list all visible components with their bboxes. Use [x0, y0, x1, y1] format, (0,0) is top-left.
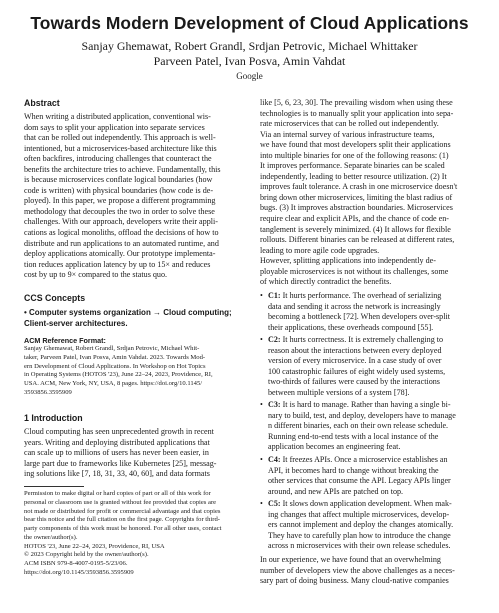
challenge-label: C2:	[268, 335, 281, 344]
text-line: number of developers view the above challenges as a neces-	[260, 565, 455, 575]
text-line: is because microservices conflate logical boundaries (how	[24, 175, 213, 185]
text-line: Client-server architectures.	[24, 318, 128, 328]
text-line: bring down other microservices, limiting the blast radius of	[260, 192, 453, 202]
text-line: party components of this work must be honored. For all other uses, contact	[24, 525, 222, 532]
text-line: ing changes that affect multiple microservices, develop-	[268, 509, 450, 519]
text-line: leading to more agile code upgrades.	[260, 245, 380, 255]
text-line: benefits the architecture tries to achieve. Fundamentally, this	[24, 164, 221, 174]
affiliation: Google	[236, 71, 263, 81]
text-line: In our experience, we have found that an overwhelming	[260, 555, 441, 564]
text-line: © 2023 Copyright held by the owner/author(s).	[24, 551, 149, 559]
text-line: we have found that most developers split their applications	[260, 140, 451, 150]
text-line: can scale up to millions of users has never been easier, in	[24, 448, 209, 458]
text-line: ACM ISBN 979-8-4007-0195-5/23/06.	[24, 560, 128, 567]
introduction-body	[24, 427, 244, 480]
text-line: in Operating Systems (HOTOS '23), June 22–24, 2023, Providence, RI,	[24, 371, 213, 379]
text-line: ers cannot implement and deploy the changes atomically.	[268, 520, 454, 530]
challenge-text	[268, 291, 481, 333]
challenge-text	[268, 499, 481, 552]
permission-notice	[24, 490, 244, 578]
text-line: between multiple versions of a system [78].	[268, 387, 410, 397]
acm-reference-body	[24, 345, 244, 398]
ccs-heading: CCS Concepts	[24, 293, 86, 303]
text-line: other services that consume the API. Legacy APIs linger	[268, 476, 451, 486]
text-line: ern Development of Cloud Applications. In Workshop on Hot Topics	[24, 362, 206, 370]
bullet-icon: •	[260, 499, 263, 508]
text-line: code is written) with physical boundaries (how code is de-	[24, 185, 214, 195]
text-line: years. Writing and deploying distributed applications that	[24, 437, 210, 447]
text-line: distribute and run applications to an automated runtime, and	[24, 238, 219, 248]
text-line: API, it becomes hard to change without breaking the	[268, 465, 439, 475]
text-line: dom says to split your application into separate services	[24, 122, 205, 132]
text-line: two-thirds of failures were caused by the interactions	[268, 377, 440, 387]
text-line: n different binaries, each on their own release schedule.	[268, 421, 449, 431]
paper-title: Towards Modern Development of Cloud Applications	[30, 13, 469, 33]
text-line: not made or distributed for profit or commercial advantage and that copies	[24, 507, 221, 515]
footnote-rule	[24, 486, 84, 487]
text-line: Cloud computing has seen unprecedented growth in recent	[24, 427, 214, 436]
text-line: cost by up to 9× compared to the status quo.	[24, 270, 168, 280]
text-line: tanglement is severely minimized. (4) It allows for flexible	[260, 224, 451, 234]
text-line: Permission to make digital or hard copies of part or all of this work for	[24, 490, 211, 497]
text-line: that can be rolled out independently. This approach is well-	[24, 133, 216, 143]
text-line: When writing a distributed application, conventional wis-	[24, 112, 211, 121]
text-line: like [5, 6, 23, 30]. The prevailing wisdom when using these	[260, 98, 453, 107]
text-line: into multiple binaries for one of the following reasons: (1)	[260, 150, 449, 160]
text-line: their applications, these overheads compound [55].	[268, 322, 434, 332]
text-line: taker, Parveen Patel, Ivan Posva, Amin Vahdat. 2023. Towards Mod-	[24, 353, 206, 361]
text-line: independently, leading to better resource utilization. (2) It	[260, 171, 447, 181]
intro-continued	[260, 98, 481, 288]
text-line: ployable microservices is not without its challenges, some	[260, 266, 449, 276]
text-line: reason about the interactions between every deployed	[268, 345, 442, 355]
text-line: They have to carefully plan how to introduce the change	[268, 530, 451, 540]
text-line: https://doi.org/10.1145/3593856.3595909	[24, 568, 134, 576]
text-line: • Computer systems organization → Cloud computing;	[24, 308, 232, 317]
text-line: 100 catastrophic failures of eight widely used systems,	[268, 366, 446, 376]
challenge-text	[268, 455, 481, 497]
text-line: challenges. With our approach, developers write their appli-	[24, 217, 218, 227]
text-line: rollouts. Different binaries can be released at different rates,	[260, 235, 455, 245]
text-line: C2: It hurts correctness. It is extremely challenging to	[268, 335, 444, 344]
text-line: C5: It slows down application development. When mak-	[268, 499, 452, 508]
text-line: deploy applications atomically. Our prototype implementa-	[24, 249, 216, 259]
author-line: Parveen Patel, Ivan Posva, Amin Vahdat	[153, 54, 346, 68]
text-line: HOTOS '23, June 22–24, 2023, Providence, RI, USA	[24, 542, 165, 550]
text-line: cations as logical monoliths, offload the decisions of how to	[24, 228, 219, 238]
acm-reference-heading: ACM Reference Format:	[24, 336, 106, 345]
text-line: improves fault tolerance. A crash in one microservice doesn't	[260, 182, 458, 192]
text-line: the owner/author(s).	[24, 533, 78, 541]
text-line: sary part of doing business. Many cloud-native companies	[260, 576, 449, 586]
text-line: C1: It hurts performance. The overhead of serializing	[268, 291, 442, 300]
text-line: technologies is to manually split your application into sepa-	[260, 108, 454, 118]
text-line: USA. ACM, New York, NY, USA, 8 pages. https://doi.org/10.1145/	[24, 380, 203, 387]
bullet-icon: •	[260, 291, 263, 300]
author-list	[0, 39, 499, 69]
challenge-label: C1:	[268, 291, 281, 300]
text-line: C3: It is hard to manage. Rather than having a single bi-	[268, 400, 451, 409]
text-line: ing solutions like [7, 18, 31, 33, 40, 60], and data formats	[24, 469, 210, 479]
challenge-label: C3:	[268, 400, 281, 409]
text-line: personal or classroom use is granted without fee provided that copies are	[24, 498, 217, 506]
text-line: intentioned, but a microservices-based architecture like this	[24, 143, 217, 153]
abstract-heading: Abstract	[24, 98, 60, 108]
text-line: large part due to frameworks like Kubernetes [25], messag-	[24, 458, 217, 468]
challenge-label: C4:	[268, 455, 281, 464]
ccs-concepts	[24, 308, 244, 329]
text-line: 3593856.3595909	[24, 388, 72, 396]
text-line: bear this notice and the full citation on the first page. Copyrights for third-	[24, 516, 220, 524]
text-line: nary to build, test, and deploy, developers have to manage	[268, 410, 456, 420]
text-line: It improves performance. Separate binaries can be scaled	[260, 161, 445, 171]
text-line: Sanjay Ghemawat, Robert Grandl, Srdjan Petrovic, Michael Whit-	[24, 345, 200, 352]
text-line: application becomes an engineering feat.	[268, 442, 401, 452]
bullet-icon: •	[260, 455, 263, 464]
text-line: often backfires, introducing challenges that counteract the	[24, 154, 212, 164]
text-line: tion reduces application latency by up to 15× and reduces	[24, 259, 211, 269]
text-line: However, splitting applications into independently de-	[260, 256, 436, 266]
introduction-heading: 1 Introduction	[24, 413, 83, 423]
text-line: require clear and explicit APIs, and the chance of code en-	[260, 214, 449, 224]
text-line: of which directly contradict the benefits.	[260, 277, 392, 287]
text-line: C4: It freezes APIs. Once a microservice establishes an	[268, 455, 448, 464]
text-line: ployed). In this paper, we propose a different programming	[24, 196, 216, 206]
text-line: Running end-to-end tests with a local instance of the	[268, 431, 439, 441]
author-line: Sanjay Ghemawat, Robert Grandl, Srdjan Petrovic, Michael Whittaker	[81, 39, 418, 53]
text-line: data and sending it across the network is increasingly	[268, 301, 441, 311]
challenge-label: C5:	[268, 499, 281, 508]
text-line: bugs. (3) It improves abstraction boundaries. Microservices	[260, 203, 453, 213]
abstract-body	[24, 112, 244, 281]
challenge-text	[268, 335, 481, 398]
text-line: version of every microservice. In a case study of over	[268, 356, 442, 366]
bullet-icon: •	[260, 335, 263, 344]
text-line: rate microservices that can be rolled out independently.	[260, 119, 439, 129]
text-line: methodology that decouples the two in order to solve these	[24, 206, 215, 216]
text-line: Via an internal survey of various infrastructure teams,	[260, 129, 435, 139]
challenge-text	[268, 400, 481, 453]
text-line: across n microservices with their own release schedules.	[268, 541, 451, 551]
text-line: around, and new APIs are patched on top.	[268, 486, 404, 496]
bullet-icon: •	[260, 400, 263, 409]
closing-paragraph	[260, 555, 481, 587]
text-line: becoming a bottleneck [72]. When developers over-split	[268, 312, 450, 322]
